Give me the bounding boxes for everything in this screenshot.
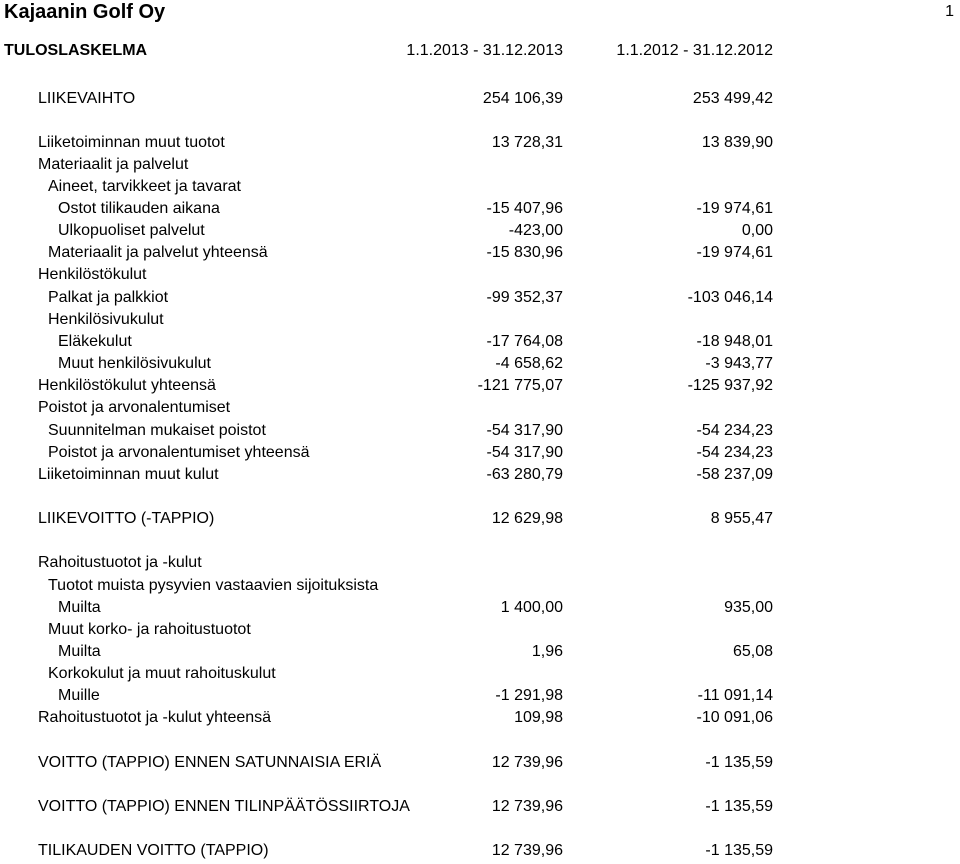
row-value-previous: -19 974,61 [696, 244, 773, 261]
row-label: Muut henkilösivukulut [58, 355, 211, 372]
statement-row [0, 641, 960, 663]
row-label: Henkilösivukulut [48, 311, 164, 328]
statement-row [0, 287, 960, 309]
statement-title: TULOSLASKELMA [4, 42, 148, 59]
period-previous: 1.1.2012 - 31.12.2012 [616, 42, 773, 59]
row-value-current: 254 106,39 [482, 90, 563, 107]
row-label: Ulkopuoliset palvelut [58, 222, 205, 239]
row-label: Suunnitelman mukaiset poistot [48, 422, 266, 439]
statement-header [0, 42, 960, 66]
row-value-current: -423,00 [508, 222, 563, 239]
row-label: Muilta [58, 599, 101, 616]
period-current: 1.1.2013 - 31.12.2013 [406, 42, 563, 59]
statement-row [0, 464, 960, 486]
row-label: Palkat ja palkkiot [48, 289, 169, 306]
statement-row [0, 575, 960, 597]
row-value-previous: 935,00 [724, 599, 773, 616]
row-value-previous: -1 135,59 [705, 798, 773, 815]
row-value-current: -54 317,90 [486, 422, 563, 439]
row-value-current: 109,98 [514, 709, 563, 726]
statement-row [0, 375, 960, 397]
row-label: Materiaalit ja palvelut [38, 156, 189, 173]
row-label: Rahoitustuotot ja -kulut yhteensä [38, 709, 272, 726]
row-value-current: -54 317,90 [486, 444, 563, 461]
row-value-current: -1 291,98 [495, 687, 563, 704]
row-value-previous: -3 943,77 [705, 355, 773, 372]
row-value-current: 1 400,00 [500, 599, 563, 616]
statement-row [0, 663, 960, 685]
row-value-previous: -58 237,09 [696, 466, 773, 483]
statement-row [0, 176, 960, 198]
row-label: VOITTO (TAPPIO) ENNEN SATUNNAISIA ERIÄ [38, 754, 382, 771]
statement-row [0, 442, 960, 464]
statement-row [0, 397, 960, 419]
statement-row [0, 353, 960, 375]
row-value-current: 12 739,96 [491, 798, 563, 815]
row-value-current: -15 830,96 [486, 244, 563, 261]
row-value-previous: -1 135,59 [705, 842, 773, 859]
statement-row [0, 552, 960, 574]
statement-row [0, 264, 960, 286]
statement-row [0, 796, 960, 818]
row-value-previous: -1 135,59 [705, 754, 773, 771]
row-value-current: -99 352,37 [486, 289, 563, 306]
row-label: Eläkekulut [58, 333, 132, 350]
row-label: Tuotot muista pysyvien vastaavien sijoituksista [48, 577, 379, 594]
row-label: LIIKEVOITTO (-TAPPIO) [38, 510, 215, 527]
row-value-current: -4 658,62 [495, 355, 563, 372]
statement-row [0, 242, 960, 264]
statement-row [0, 685, 960, 707]
row-label: Liiketoiminnan muut kulut [38, 466, 219, 483]
row-value-previous: 65,08 [732, 643, 773, 660]
statement-row [0, 420, 960, 442]
row-label: Rahoitustuotot ja -kulut [38, 554, 202, 571]
row-label: Poistot ja arvonalentumiset [38, 399, 231, 416]
row-label: Muut korko- ja rahoitustuotot [48, 621, 251, 638]
statement-row [0, 309, 960, 331]
row-value-previous: -54 234,23 [696, 444, 773, 461]
row-value-current: -15 407,96 [486, 200, 563, 217]
row-value-previous: -18 948,01 [696, 333, 773, 350]
row-value-previous: 13 839,90 [701, 134, 773, 151]
row-label: Muille [58, 687, 100, 704]
row-label: TILIKAUDEN VOITTO (TAPPIO) [38, 842, 269, 859]
statement-row [0, 752, 960, 774]
row-label: Korkokulut ja muut rahoituskulut [48, 665, 276, 682]
row-value-previous: -103 046,14 [687, 289, 773, 306]
statement-row [0, 154, 960, 176]
row-value-previous: 0,00 [741, 222, 773, 239]
row-value-current: 12 739,96 [491, 754, 563, 771]
statement-row [0, 619, 960, 641]
statement-row [0, 508, 960, 530]
row-value-previous: -125 937,92 [687, 377, 773, 394]
row-value-current: 12 629,98 [491, 510, 563, 527]
statement-row [0, 597, 960, 619]
row-label: LIIKEVAIHTO [38, 90, 136, 107]
statement-row [0, 88, 960, 110]
row-value-previous: -10 091,06 [696, 709, 773, 726]
statement-row [0, 331, 960, 353]
row-label: Henkilöstökulut [38, 266, 147, 283]
page-number: 1 [945, 3, 954, 20]
row-label: VOITTO (TAPPIO) ENNEN TILINPÄÄTÖSSIIRTOJA [38, 798, 410, 815]
row-label: Poistot ja arvonalentumiset yhteensä [48, 444, 310, 461]
row-label: Muilta [58, 643, 101, 660]
row-value-previous: -11 091,14 [697, 687, 773, 704]
row-label: Aineet, tarvikkeet ja tavarat [48, 178, 241, 195]
row-value-previous: 8 955,47 [710, 510, 773, 527]
row-label: Ostot tilikauden aikana [58, 200, 220, 217]
statement-row [0, 132, 960, 154]
statement-row [0, 220, 960, 242]
statement-row [0, 198, 960, 220]
row-value-previous: -19 974,61 [696, 200, 773, 217]
row-label: Liiketoiminnan muut tuotot [38, 134, 225, 151]
company-name: Kajaanin Golf Oy [4, 1, 166, 23]
row-value-current: -121 775,07 [477, 377, 563, 394]
row-value-current: 12 739,96 [491, 842, 563, 859]
row-value-current: -17 764,08 [486, 333, 563, 350]
row-label: Materiaalit ja palvelut yhteensä [48, 244, 268, 261]
row-value-previous: -54 234,23 [696, 422, 773, 439]
row-value-previous: 253 499,42 [692, 90, 773, 107]
statement-row [0, 840, 960, 862]
statement-row [0, 707, 960, 729]
row-value-current: 13 728,31 [491, 134, 563, 151]
row-value-current: 1,96 [531, 643, 563, 660]
row-value-current: -63 280,79 [486, 466, 563, 483]
row-label: Henkilöstökulut yhteensä [38, 377, 216, 394]
